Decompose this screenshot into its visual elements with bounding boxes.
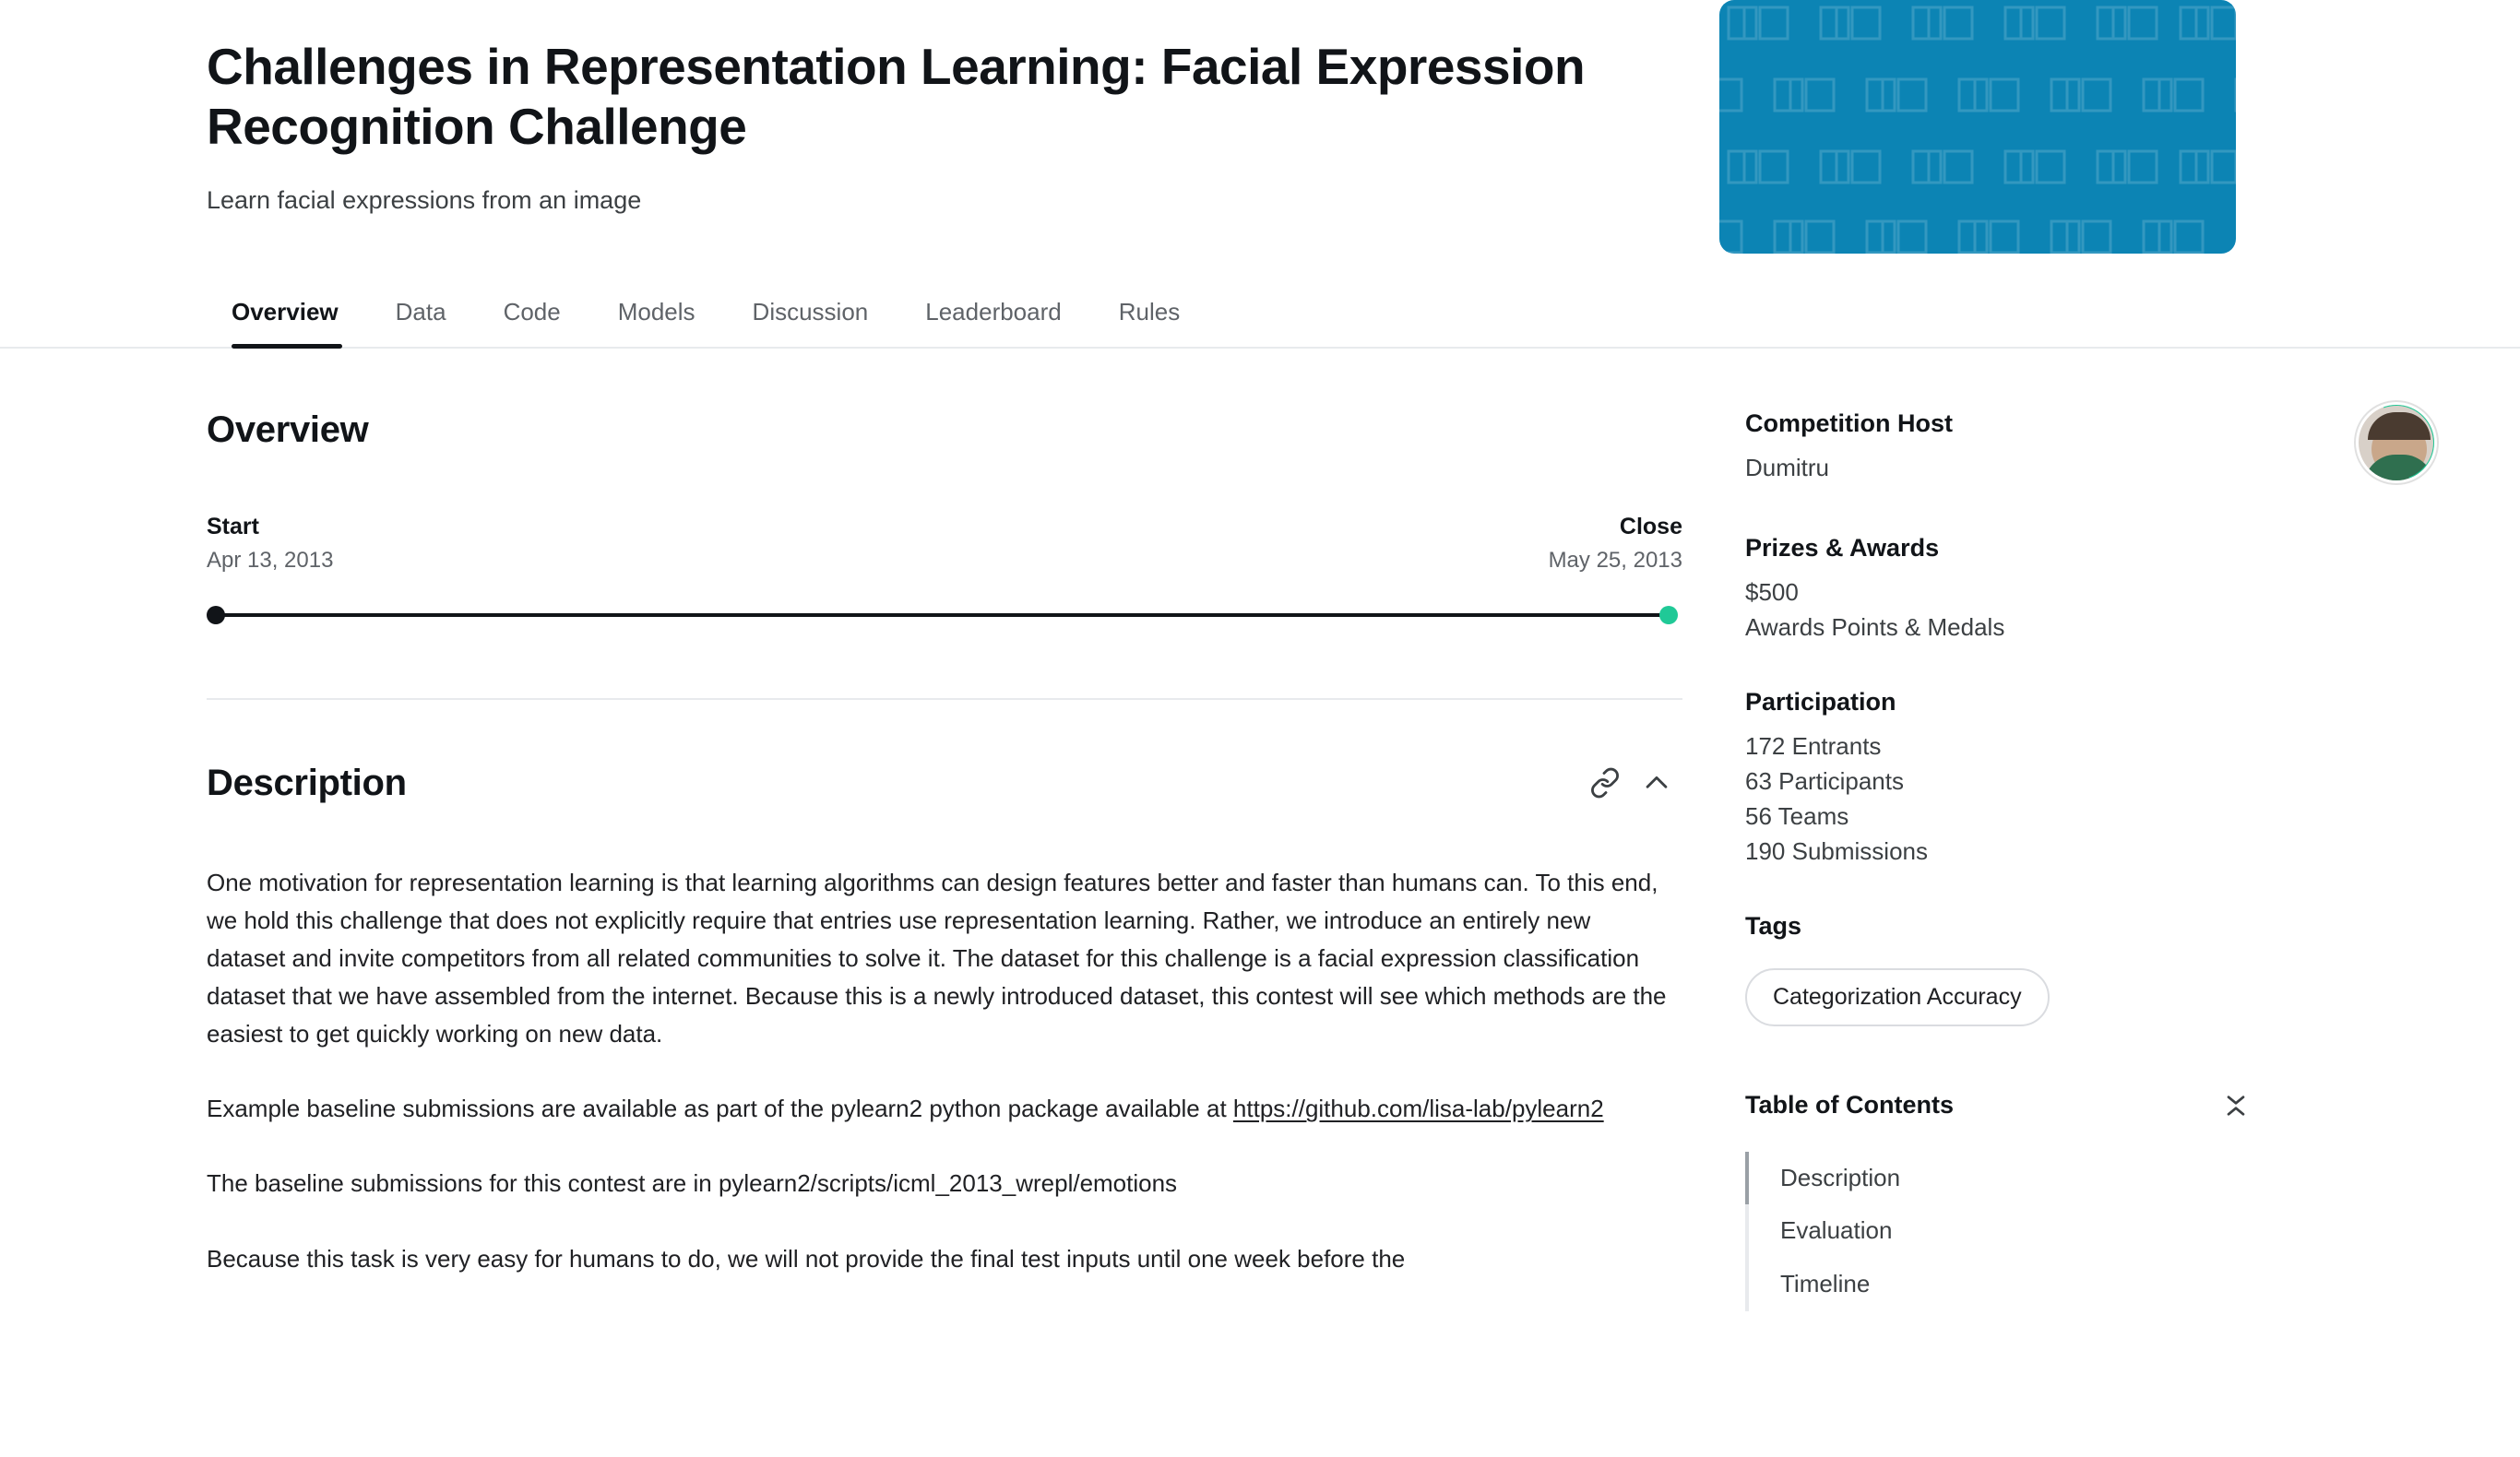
title-block xyxy=(207,37,1719,215)
competition-timeline xyxy=(207,514,1682,624)
description-paragraph-2 xyxy=(207,1090,1673,1128)
tag-categorization-accuracy[interactable]: Categorization Accuracy xyxy=(1745,968,2050,1026)
toc-item-evaluation[interactable]: Evaluation xyxy=(1745,1204,2437,1258)
tab-discussion[interactable]: Discussion xyxy=(752,298,869,326)
description-paragraph-3: The baseline submissions for this contest are in pylearn2/scripts/icml_2013_wrepl/emotions xyxy=(207,1169,1178,1198)
toc-header xyxy=(1745,1080,2262,1131)
tags-heading: Tags xyxy=(1745,911,1802,940)
tab-leaderboard[interactable]: Leaderboard xyxy=(925,298,1062,326)
timeline-end-dot xyxy=(1659,606,1678,624)
sidebar-participation-block xyxy=(1745,688,2437,870)
timeline-start-label: Start xyxy=(207,514,259,539)
submissions-count: 190 Submissions xyxy=(1745,836,1928,865)
sidebar-tags-block xyxy=(1745,912,2437,1026)
tab-models[interactable]: Models xyxy=(617,298,695,326)
competition-tabs[interactable] xyxy=(0,298,2520,349)
timeline-bar xyxy=(207,606,1678,624)
participation-heading: Participation xyxy=(1745,687,1896,716)
prizes-heading: Prizes & Awards xyxy=(1745,533,1940,562)
collapse-all-chevrons-icon[interactable] xyxy=(2210,1080,2262,1131)
tab-code[interactable]: Code xyxy=(503,298,561,326)
timeline-start-dot xyxy=(207,606,225,624)
host-heading: Competition Host xyxy=(1745,409,1953,437)
collapse-chevron-up-icon[interactable] xyxy=(1631,757,1682,809)
description-link-prefix: Example baseline submissions are available as part of the pylearn2 python package available at xyxy=(207,1095,1233,1123)
page-title: Challenges in Representation Learning: Facial Expression Recognition Challenge xyxy=(207,38,1586,155)
timeline-track xyxy=(216,613,1669,617)
toc-item-description[interactable]: Description xyxy=(1745,1152,2437,1205)
prize-awards: Awards Points & Medals xyxy=(1745,612,2005,641)
description-heading: Description xyxy=(207,762,407,803)
tab-data[interactable]: Data xyxy=(395,298,446,326)
description-paragraph-1: One motivation for representation learning is that learning algorithms can design features better and faster than humans can. To this end, we hold this challenge that does not explicitly require that entries use representation learning. Rather, we introduce an entirely new dataset and invite competitors from all related communities to solve it. The dataset for this challenge is a facial expression classification dataset that we have assembled from the internet. Because this is a newly introduced dataset, this contest will see which methods are the easiest to get quickly working on new data. xyxy=(207,869,1667,1048)
copy-link-icon[interactable] xyxy=(1579,757,1631,809)
teams-count: 56 Teams xyxy=(1745,801,1849,830)
timeline-close-date: May 25, 2013 xyxy=(1548,548,1682,573)
pylearn2-github-link[interactable]: https://github.com/lisa-lab/pylearn2 xyxy=(1232,1095,1604,1123)
entrants-count: 172 Entrants xyxy=(1745,731,1882,760)
content-area xyxy=(0,349,2520,1311)
toc-list xyxy=(1745,1152,2437,1311)
tab-overview[interactable]: Overview xyxy=(207,298,367,347)
sidebar-host-block xyxy=(1745,409,2437,486)
competition-thumbnail xyxy=(1719,0,2236,254)
page-subtitle: Learn facial expressions from an image xyxy=(207,185,642,214)
description-header xyxy=(207,757,1682,809)
host-name: Dumitru xyxy=(1745,454,1830,481)
description-paragraph-4: Because this task is very easy for humans to do, we will not provide the final test inputs until one week before the xyxy=(207,1244,1406,1273)
sidebar-prizes-block xyxy=(1745,534,2437,646)
tab-rules[interactable]: Rules xyxy=(1118,298,1181,326)
timeline-close-label: Close xyxy=(1619,514,1682,539)
book-pattern-icon xyxy=(1719,0,2236,254)
timeline-start-date: Apr 13, 2013 xyxy=(207,548,334,573)
sidebar xyxy=(1701,409,2437,1311)
section-divider xyxy=(207,698,1682,700)
participants-count: 63 Participants xyxy=(1745,766,1904,795)
toc-heading: Table of Contents xyxy=(1745,1091,1954,1119)
competition-header xyxy=(0,0,2520,349)
avatar[interactable] xyxy=(2356,402,2437,483)
prize-amount: $500 xyxy=(1745,577,1799,606)
main-column xyxy=(207,409,1701,1311)
overview-heading: Overview xyxy=(207,409,369,450)
toc-item-timeline[interactable]: Timeline xyxy=(1745,1258,2437,1311)
